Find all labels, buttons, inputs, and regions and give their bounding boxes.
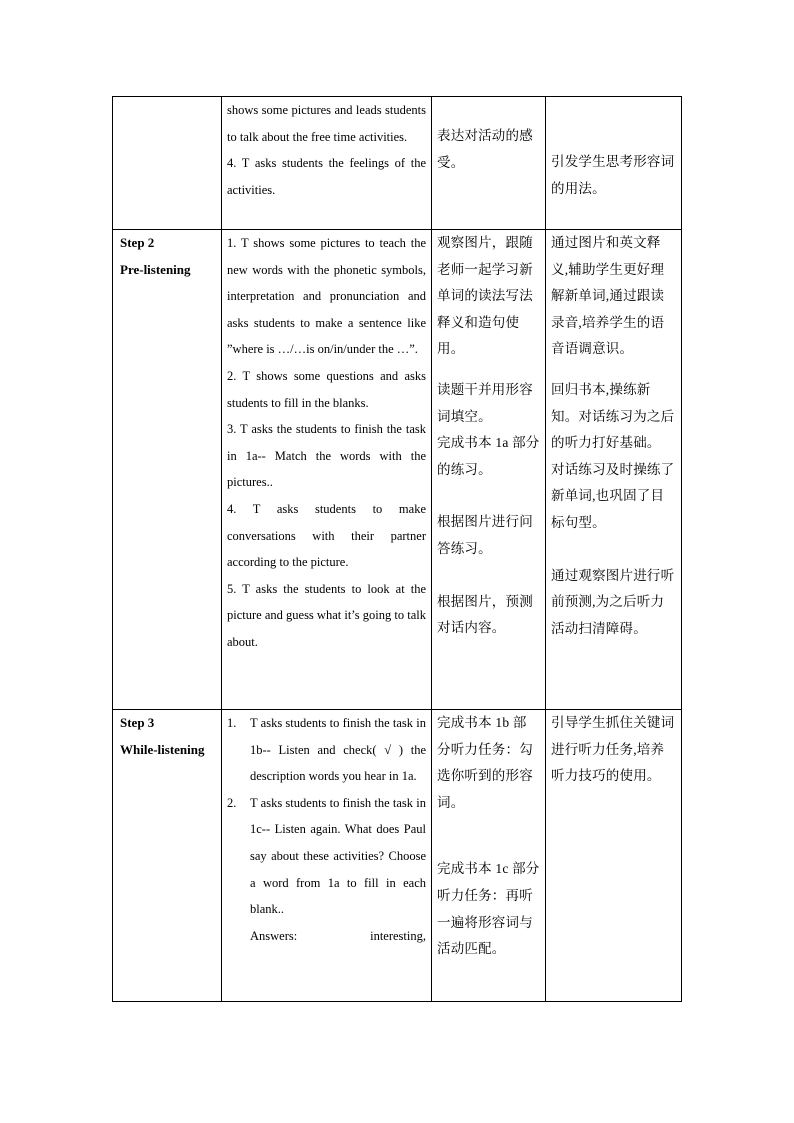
item-number: 2. <box>227 795 237 810</box>
step-cell <box>113 710 222 1002</box>
step-cell <box>113 97 222 230</box>
table-row <box>113 230 682 710</box>
design-purpose-text: 回归书本,操练新知。对话练习为之后的听力打好基础。 <box>551 381 675 451</box>
design-purpose-text: 通过图片和英文释义,辅助学生更好理解新单词,通过跟读录音,培养学生的语音语调意识。 <box>551 235 665 357</box>
teacher-activity-text: 4. T asks students the feelings of the activities. <box>227 156 426 197</box>
teacher-activity-text: T asks students to finish the task in 1c-- Listen again. What does Paul say about these activities? Choose a word from 1a to fill in each blank.. <box>250 795 426 917</box>
step-phase: Pre-listening <box>120 261 191 277</box>
student-activity-text: 表达对活动的感受。 <box>437 128 533 170</box>
teacher-activity-text: T asks students to finish the task in 1b-- Listen and check( √ ) the description words you hear in 1a. <box>250 716 426 784</box>
student-activity-cell <box>432 97 546 230</box>
teacher-activity-item <box>227 790 426 923</box>
teacher-activity-text: shows some pictures and leads students to talk about the free time activities. <box>227 103 426 144</box>
teacher-activity-cell <box>222 97 432 230</box>
step-number: Step 3 <box>120 715 155 730</box>
teacher-activity-text: 3. T asks the students to finish the task in 1a-- Match the words with the pictures.. <box>227 422 426 490</box>
student-activity-text: 观察图片，跟随老师一起学习新单词的读法写法释义和造句使用。 <box>437 235 533 357</box>
teacher-activity-text: Answers: interesting, <box>250 928 426 943</box>
student-activity-text: 完成书本 1b 部分听力任务：勾选你听到的形容词。 <box>437 715 533 810</box>
design-purpose-text: 对话练习及时操练了新单词,也巩固了目标句型。 <box>551 461 675 530</box>
student-activity-text: 根据图片，预测对话内容。 <box>437 593 533 636</box>
design-purpose-cell <box>546 710 682 1002</box>
teacher-activity-text: 5. T asks the students to look at the picture and guess what it’s going to talk about. <box>227 581 426 649</box>
teacher-activity-item <box>227 710 426 790</box>
teacher-activity-text: 1. T shows some pictures to teach the new words with the phonetic symbols, interpretation and pronunciation and asks students to make a sentence like ”where is …/…is on/in/under the …”. <box>227 236 426 357</box>
item-number: 1. <box>227 716 237 730</box>
student-activity-text: 根据图片进行问答练习。 <box>437 514 533 556</box>
teacher-activity-text: 2. T shows some questions and asks students to fill in the blanks. <box>227 368 426 410</box>
lesson-plan-table <box>112 96 682 1002</box>
teacher-activity-cell <box>222 230 432 710</box>
step-number: Step 2 <box>120 235 155 250</box>
step-phase: While-listening <box>120 741 205 757</box>
table-row <box>113 97 682 230</box>
step-cell <box>113 230 222 710</box>
design-purpose-cell <box>546 97 682 230</box>
student-activity-cell <box>432 710 546 1002</box>
student-activity-cell <box>432 230 546 710</box>
student-activity-text: 读题干并用形容词填空。 <box>437 381 533 424</box>
table-row <box>113 710 682 1002</box>
design-purpose-text: 引导学生抓住关键词进行听力任务,培养听力技巧的使用。 <box>551 715 675 784</box>
teacher-activity-cell <box>222 710 432 1002</box>
teacher-activity-text: 4. T asks students to make conversations with their partner according to the picture. <box>227 501 426 570</box>
student-activity-text: 完成书本 1c 部分听力任务：再听一遍将形容词与活动匹配。 <box>437 861 540 957</box>
design-purpose-cell <box>546 230 682 710</box>
design-purpose-text: 引发学生思考形容词的用法。 <box>551 154 675 196</box>
design-purpose-text: 通过观察图片进行听前预测,为之后听力活动扫清障碍。 <box>551 567 675 636</box>
student-activity-text: 完成书本 1a 部分的练习。 <box>437 435 540 477</box>
